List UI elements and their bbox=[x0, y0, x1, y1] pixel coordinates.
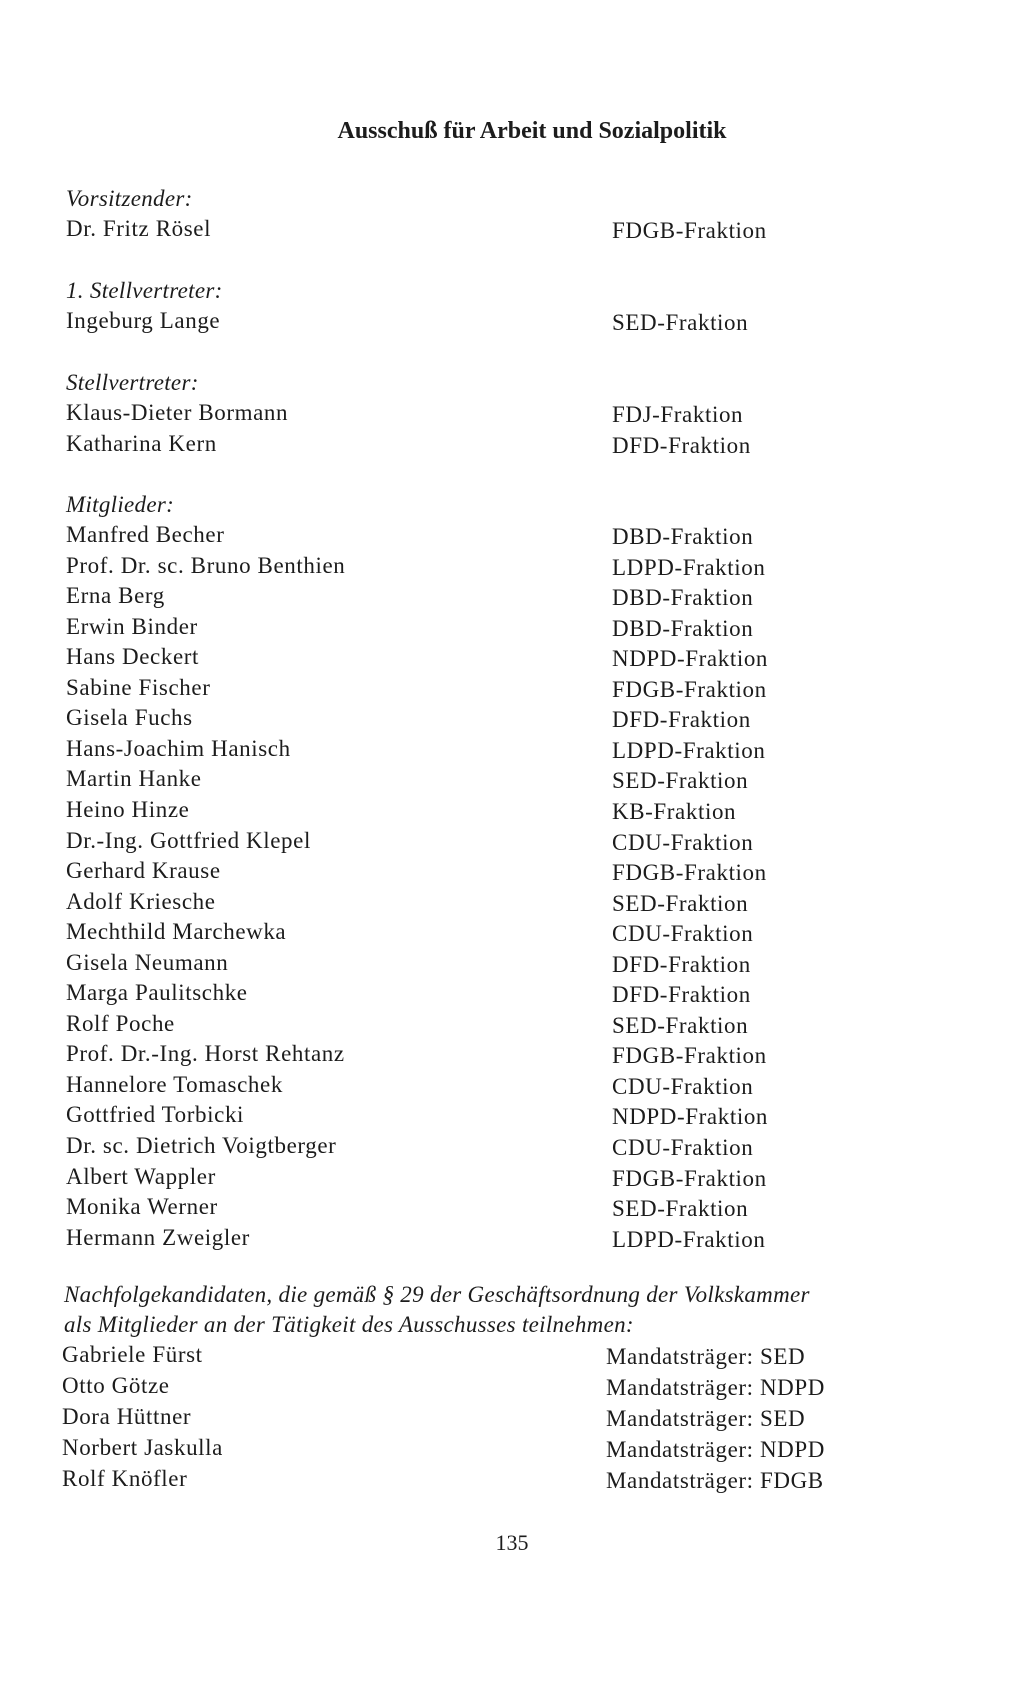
person-name: Albert Wappler bbox=[66, 1163, 216, 1189]
person-name: Katharina Kern bbox=[66, 430, 217, 456]
faction-label: DFD-Fraktion bbox=[612, 707, 751, 733]
faction-label: SED-Fraktion bbox=[612, 1196, 749, 1222]
committee-title: Ausschuß für Arbeit und Sozialpolitik bbox=[337, 118, 727, 144]
person-name: Monika Werner bbox=[66, 1194, 218, 1220]
first-deputy-faction: SED-Fraktion bbox=[612, 310, 749, 335]
mandate-label: Mandatsträger: SED bbox=[606, 1406, 806, 1431]
chair-label: Vorsitzender: bbox=[66, 186, 193, 211]
person-name: Sabine Fischer bbox=[66, 674, 211, 700]
faction-label: LDPD-Fraktion bbox=[612, 1226, 766, 1252]
person-name: Gisela Neumann bbox=[66, 949, 229, 975]
faction-label: DBD-Fraktion bbox=[612, 585, 754, 611]
person-name: Marga Paulitschke bbox=[66, 980, 248, 1006]
faction-label: KB-Fraktion bbox=[612, 798, 737, 824]
chair-faction: FDGB-Fraktion bbox=[612, 218, 767, 243]
faction-label: FDGB-Fraktion bbox=[612, 1043, 767, 1069]
faction-label: FDGB-Fraktion bbox=[612, 676, 767, 702]
person-name: Hannelore Tomaschek bbox=[66, 1071, 283, 1097]
person-name: Gerhard Krause bbox=[66, 858, 221, 884]
person-name: Rolf Poche bbox=[66, 1010, 175, 1036]
faction-label: LDPD-Fraktion bbox=[612, 737, 766, 763]
faction-label: LDPD-Fraktion bbox=[612, 554, 766, 580]
person-name: Gottfried Torbicki bbox=[66, 1102, 245, 1128]
person-name: Mechthild Marchewka bbox=[66, 919, 287, 945]
page-number: 135 bbox=[495, 1530, 529, 1555]
first-deputy-name: Ingeburg Lange bbox=[66, 308, 221, 333]
person-name: Gabriele Fürst bbox=[62, 1342, 203, 1367]
faction-label: NDPD-Fraktion bbox=[612, 646, 769, 672]
person-name: Heino Hinze bbox=[66, 796, 190, 822]
mandate-label: Mandatsträger: FDGB bbox=[606, 1468, 824, 1493]
person-name: Otto Götze bbox=[62, 1373, 170, 1398]
faction-label: DFD-Fraktion bbox=[612, 982, 751, 1008]
faction-label: DFD-Fraktion bbox=[612, 432, 751, 458]
faction-label: DBD-Fraktion bbox=[612, 524, 754, 549]
faction-label: CDU-Fraktion bbox=[612, 921, 754, 947]
faction-label: SED-Fraktion bbox=[612, 1012, 749, 1038]
faction-label: FDGB-Fraktion bbox=[612, 860, 767, 886]
person-name: Klaus-Dieter Bormann bbox=[66, 400, 289, 425]
successors-note-line2: als Mitglieder an der Tätigkeit des Ausschusses teilnehmen: bbox=[64, 1312, 634, 1337]
faction-label: NDPD-Fraktion bbox=[612, 1104, 769, 1130]
person-name: Hans-Joachim Hanisch bbox=[66, 735, 291, 761]
faction-label: SED-Fraktion bbox=[612, 890, 749, 916]
person-name: Dr. sc. Dietrich Voigtberger bbox=[66, 1133, 337, 1158]
person-name: Hermann Zweigler bbox=[66, 1224, 250, 1250]
person-name: Manfred Becher bbox=[66, 522, 225, 547]
mandate-label: Mandatsträger: NDPD bbox=[606, 1375, 825, 1400]
deputies-label: Stellvertreter: bbox=[66, 370, 199, 395]
faction-label: DFD-Fraktion bbox=[612, 951, 751, 977]
faction-label: CDU-Fraktion bbox=[612, 829, 754, 855]
faction-label: FDGB-Fraktion bbox=[612, 1165, 767, 1191]
person-name: Gisela Fuchs bbox=[66, 705, 193, 731]
person-name: Martin Hanke bbox=[66, 766, 202, 792]
faction-label: DBD-Fraktion bbox=[612, 615, 754, 641]
person-name: Erna Berg bbox=[66, 583, 165, 609]
person-name: Erwin Binder bbox=[66, 613, 198, 639]
faction-label: FDJ-Fraktion bbox=[612, 402, 744, 427]
person-name: Rolf Knöfler bbox=[62, 1466, 188, 1491]
members-label: Mitglieder: bbox=[66, 492, 175, 517]
faction-label: SED-Fraktion bbox=[612, 768, 749, 794]
chair-name: Dr. Fritz Rösel bbox=[66, 216, 212, 241]
faction-label: CDU-Fraktion bbox=[612, 1073, 754, 1099]
successors-note-line1: Nachfolgekandidaten, die gemäß § 29 der Geschäftsordnung der Volkskammer bbox=[64, 1282, 810, 1307]
person-name: Prof. Dr. sc. Bruno Benthien bbox=[66, 552, 346, 578]
person-name: Norbert Jaskulla bbox=[62, 1435, 223, 1460]
first-deputy-label: 1. Stellvertreter: bbox=[66, 278, 223, 303]
person-name: Dora Hüttner bbox=[62, 1404, 192, 1429]
person-name: Prof. Dr.-Ing. Horst Rehtanz bbox=[66, 1041, 345, 1067]
person-name: Adolf Kriesche bbox=[66, 888, 216, 914]
person-name: Hans Deckert bbox=[66, 644, 200, 670]
mandate-label: Mandatsträger: SED bbox=[606, 1344, 806, 1369]
mandate-label: Mandatsträger: NDPD bbox=[606, 1437, 825, 1462]
faction-label: CDU-Fraktion bbox=[612, 1135, 754, 1160]
person-name: Dr.-Ing. Gottfried Klepel bbox=[66, 827, 311, 853]
